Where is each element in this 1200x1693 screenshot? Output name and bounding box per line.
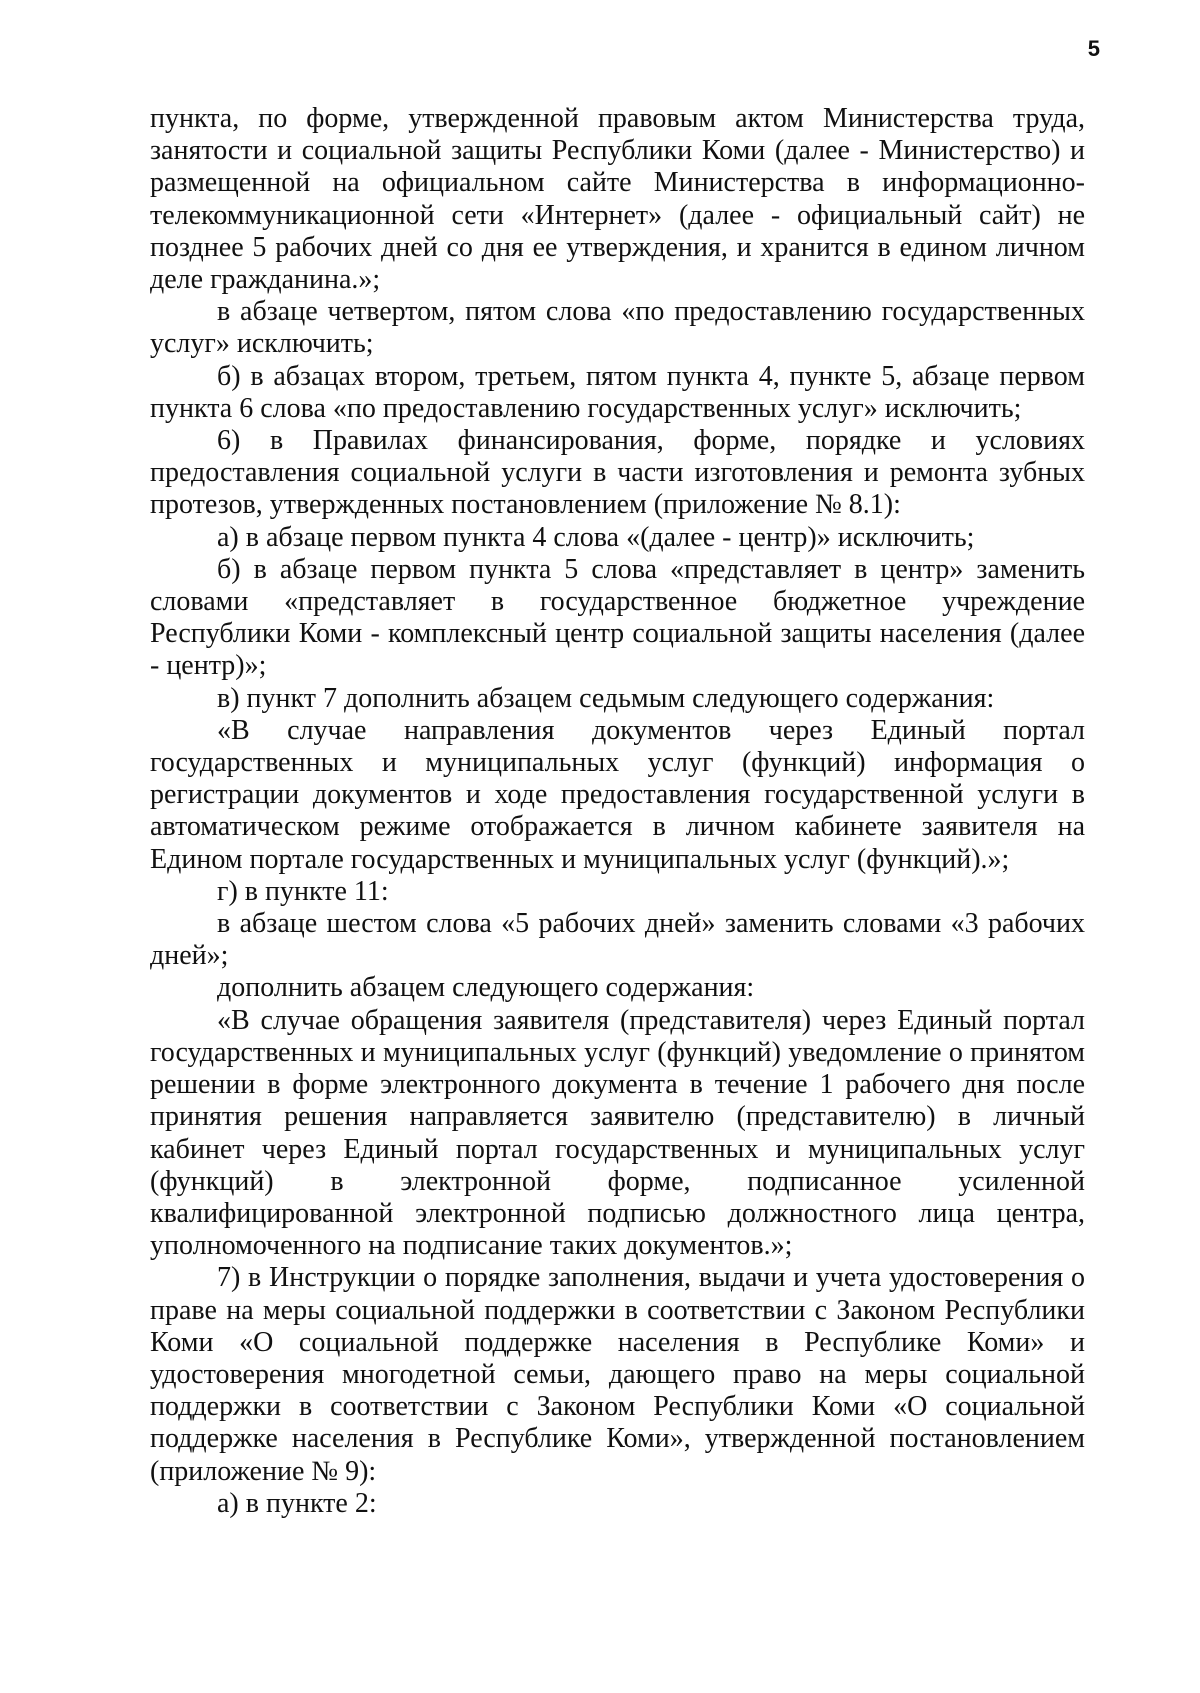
paragraph-9: г) в пункте 11: xyxy=(217,875,389,907)
paragraph-10: в абзаце шестом слова «5 рабочих дней» заменить словами «3 рабочих дней»; xyxy=(150,908,1085,972)
paragraph-13: 7) в Инструкции о порядке заполнения, выдачи и учета удостоверения о праве на меры социальной поддержки в соответствии с Законом Республики Коми «О социальной поддержке населения в Республике Коми» и удостоверения многодетной семьи, дающего право на меры социальной поддержки в соответствии с Законом Республики Коми «О социальной поддержке населения в Республике Коми», утвержденной постановлением (приложение № 9): xyxy=(150,1262,1085,1487)
paragraph-14: а) в пункте 2: xyxy=(217,1487,377,1519)
paragraph-4: 6) в Правилах финансирования, форме, порядке и условиях предоставления социальной услуги в части изготовления и ремонта зубных протезов, утвержденных постановлением (приложение № 8.1): xyxy=(150,425,1085,521)
paragraph-2: в абзаце четвертом, пятом слова «по предоставлению государственных услуг» исключить; xyxy=(150,296,1085,360)
paragraph-12: «В случае обращения заявителя (представителя) через Единый портал государственных и муниципальных услуг (функций) уведомление о принятом решении в форме электронного документа в течение 1 рабочего дня после принятия решения направляется заявителю (представителю) в личный кабинет через Единый портал государственных и муниципальных услуг (функций) в электронной форме, подписанное усиленной квалифицированной электронной подписью должностного лица центра, уполномоченного на подписание таких документов.»; xyxy=(150,1004,1085,1262)
page-number: 5 xyxy=(1087,36,1100,61)
paragraph-3: б) в абзацах втором, третьем, пятом пункта 4, пункте 5, абзаце первом пункта 6 слова «по предоставлению государственных услуг» исключить; xyxy=(150,360,1085,424)
paragraph-6: б) в абзаце первом пункта 5 слова «представляет в центр» заменить словами «представляет в государственное бюджетное учреждение Республики Коми - комплексный центр социальной защиты населения (далее - центр)»; xyxy=(150,553,1085,682)
document-body xyxy=(150,103,1085,1520)
paragraph-7: в) пункт 7 дополнить абзацем седьмым следующего содержания: xyxy=(217,682,995,714)
paragraph-1: пункта, по форме, утвержденной правовым актом Министерства труда, занятости и социальной защиты Республики Коми (далее - Министерство) и размещенной на официальном сайте Министерства в информационно-телекоммуникационной сети «Интернет» (далее - официальный сайт) не позднее 5 рабочих дней со дня ее утверждения, и хранится в едином личном деле гражданина.»; xyxy=(150,103,1085,296)
paragraph-8: «В случае направления документов через Единый портал государственных и муниципальных услуг (функций) информация о регистрации документов и ходе предоставления государственной услуги в автоматическом режиме отображается в личном кабинете заявителя на Едином портале государственных и муниципальных услуг (функций).»; xyxy=(150,714,1085,875)
paragraph-11: дополнить абзацем следующего содержания: xyxy=(217,972,755,1004)
paragraph-5: а) в абзаце первом пункта 4 слова «(далее - центр)» исключить; xyxy=(217,521,975,553)
